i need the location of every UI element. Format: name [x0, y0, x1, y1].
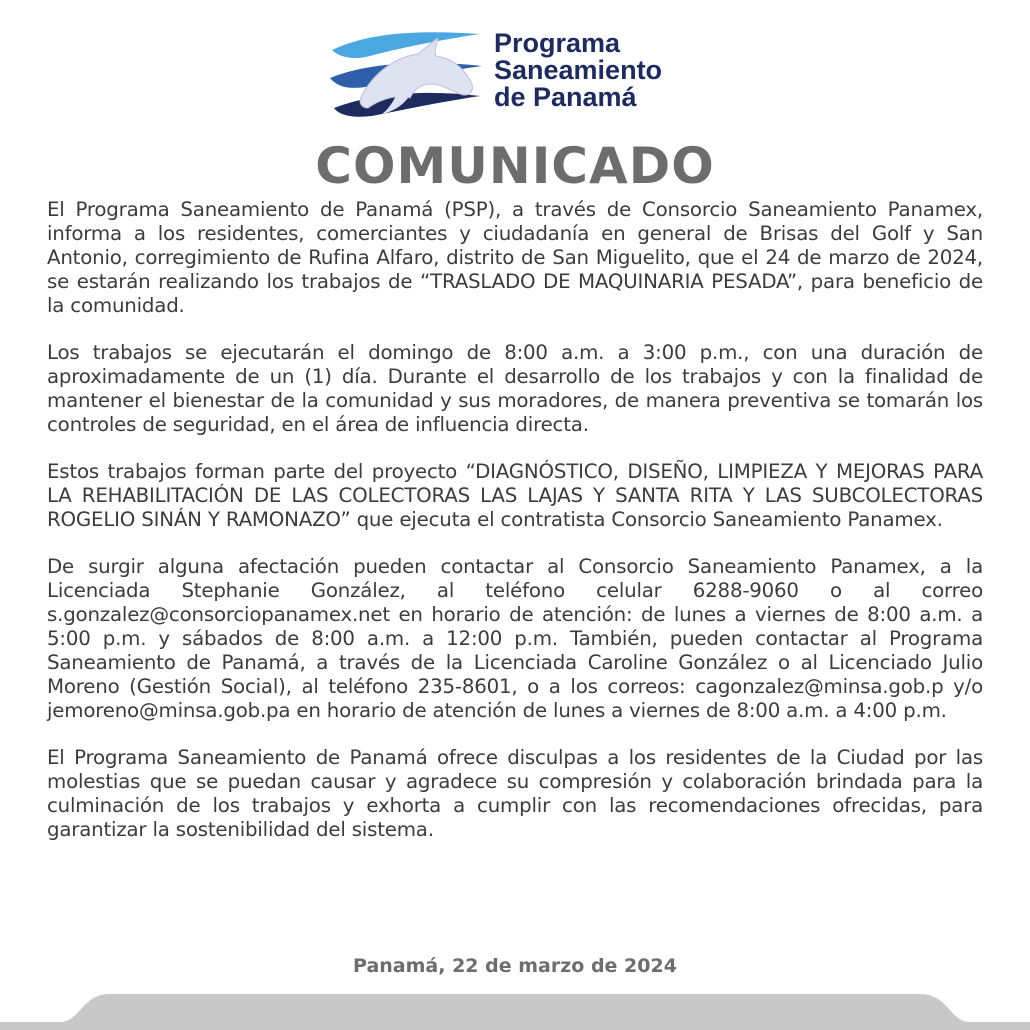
logo-line-1: Programa: [494, 28, 621, 58]
paragraph-3: Estos trabajos forman parte del proyecto “DIAGNÓSTICO, DISEÑO, LIMPIEZA Y MEJORAS PARA LA REHABILITACIÓN DE LAS COLECTORAS LAS LAJAS Y SANTA RITA Y LAS SUBCOLECTORAS ROGELIO SINÁN Y RAMONAZO” que ejecuta el contratista Consorcio Saneamiento Panamex.: [47, 460, 983, 531]
logo-text: [494, 30, 662, 111]
logo-line-3: de Panamá: [494, 82, 637, 112]
footer-decoration: [0, 994, 1030, 1030]
dolphin-waves-icon: [330, 28, 490, 118]
program-logo: [330, 28, 710, 118]
page-title: COMUNICADO: [315, 137, 715, 195]
issue-date: Panamá, 22 de marzo de 2024: [353, 955, 677, 977]
announcement-body: [47, 198, 983, 865]
paragraph-1: El Programa Saneamiento de Panamá (PSP), a través de Consorcio Saneamiento Panamex, informa a los residentes, comerciantes y ciudadanía en general de Brisas del Golf y San Antonio, corregimiento de Rufina Alfaro, distrito de San Miguelito, que el 24 de marzo de 2024, se estarán realizando los trabajos de “TRASLADO DE MAQUINARIA PESADA”, para beneficio de la comunidad.: [47, 198, 983, 317]
paragraph-5: El Programa Saneamiento de Panamá ofrece disculpas a los residentes de la Ciudad por las molestias que se puedan causar y agradece su compresión y colaboración brindada para la culminación de los trabajos y exhorta a cumplir con las recomendaciones ofrecidas, para garantizar la sostenibilidad del sistema.: [47, 746, 983, 841]
paragraph-4: De surgir alguna afectación pueden contactar al Consorcio Saneamiento Panamex, a la Licenciada Stephanie González, al teléfono celular 6288-9060 o al correo s.gonzalez@consorciopanamex.net en horario de atención: de lunes a viernes de 8:00 a.m. a 5:00 p.m. y sábados de 8:00 a.m. a 12:00 p.m. También, pueden contactar al Programa Saneamiento de Panamá, a través de la Licenciada Caroline González o al Licenciado Julio Moreno (Gestión Social), al teléfono 235-8601, o a los correos: cagonzalez@minsa.gob.p y/o jemoreno@minsa.gob.pa en horario de atención de lunes a viernes de 8:00 a.m. a 4:00 p.m.: [47, 555, 983, 722]
paragraph-2: Los trabajos se ejecutarán el domingo de 8:00 a.m. a 3:00 p.m., con una duración de aproximadamente de un (1) día. Durante el desarrollo de los trabajos y con la finalidad de mantener el bienestar de la comunidad y sus moradores, de manera preventiva se tomarán los controles de seguridad, en el área de influencia directa.: [47, 341, 983, 436]
logo-line-2: Saneamiento: [494, 55, 663, 85]
